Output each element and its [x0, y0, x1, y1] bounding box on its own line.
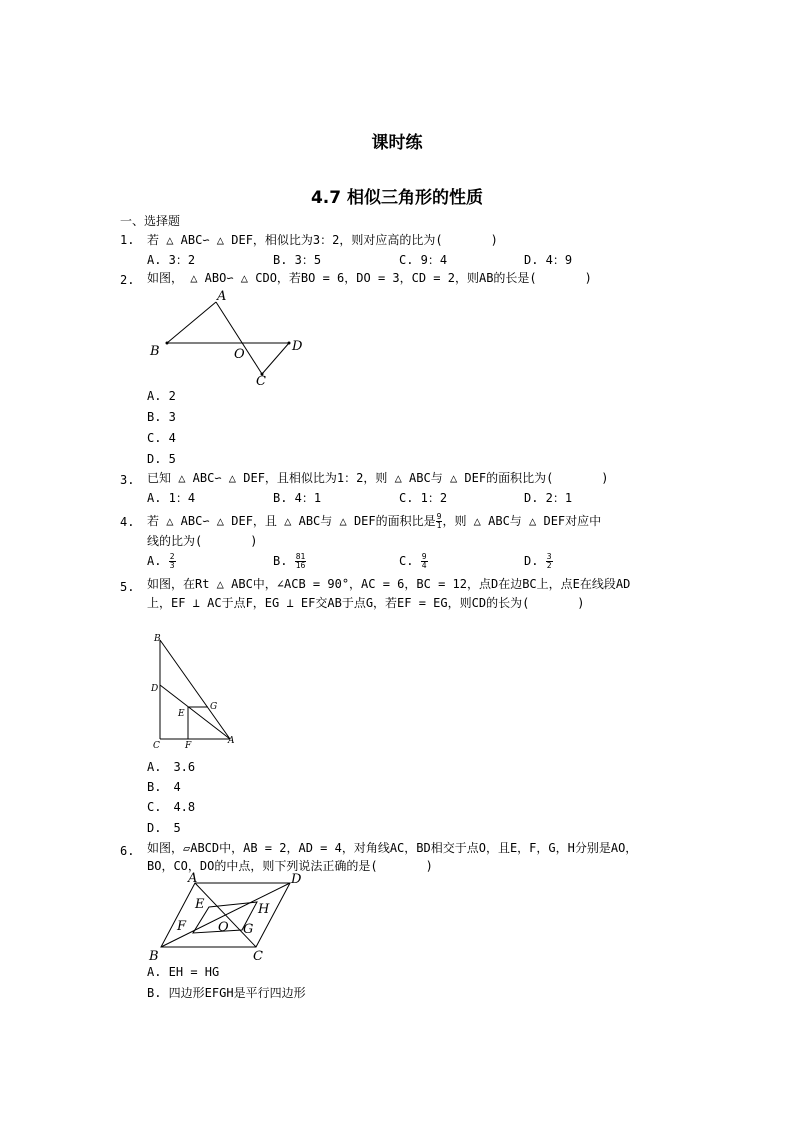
- q1-option-d: D. 4：9: [524, 253, 573, 267]
- q1-option-b: B. 3：5: [273, 253, 322, 267]
- q2-option-a: A. 2: [147, 389, 176, 403]
- q6-number: 6.: [120, 844, 135, 858]
- q3-option-d: D. 2：1: [524, 491, 573, 505]
- q6-label-o: O: [218, 920, 229, 935]
- q3-option-a: A. 1：4: [147, 491, 196, 505]
- q4-option-a-num: 2: [169, 552, 175, 561]
- q2-figure: [145, 285, 315, 385]
- q3-text: 已知 △ ABC∽ △ DEF，且相似比为1：2，则 △ ABC与 △ DEF的面积比为( ): [147, 471, 609, 485]
- q1-text: 若 △ ABC∽ △ DEF，相似比为3：2，则对应高的比为( ): [147, 233, 498, 247]
- q5-label-b: B: [154, 634, 161, 644]
- q4-text-line2: 线的比为( ): [147, 534, 258, 548]
- q2-option-c: C. 4: [147, 431, 176, 445]
- q2-segment-cd: [262, 343, 289, 374]
- q2-text: 如图， △ ABO∽ △ CDO，若BO = 6，DO = 3，CD = 2，则AB的长是( ): [147, 271, 592, 285]
- q4-frac-numerator: 9: [436, 512, 442, 521]
- q5-number: 5.: [120, 580, 135, 594]
- q6-option-b: B. 四边形EFGH是平行四边形: [147, 986, 306, 1000]
- q4-option-a: [147, 553, 176, 570]
- q6-label-f: F: [177, 919, 187, 934]
- q3-option-c: C. 1：2: [399, 491, 448, 505]
- q2-point-d: [288, 342, 291, 345]
- q5-figure: [148, 630, 243, 755]
- q4-option-d: [524, 553, 553, 570]
- q6-label-e: E: [195, 897, 205, 912]
- q5-label-f: F: [185, 741, 192, 751]
- q6-text-line1: 如图，▱ABCD中，AB = 2，AD = 4，对角线AC，BD相交于点O，且E，F，G，H分别是AO，: [147, 841, 638, 855]
- q2-number: 2.: [120, 273, 135, 287]
- q2-option-b: B. 3: [147, 410, 176, 424]
- q4-option-d-frac: [546, 553, 553, 570]
- q6-text-line2: BO，CO，DO的中点，则下列说法正确的是( ): [147, 859, 433, 873]
- q5-option-d: D. 5: [147, 821, 181, 835]
- q5-option-b: B. 4: [147, 780, 181, 794]
- q5-label-d: D: [151, 684, 159, 694]
- q4-number: 4.: [120, 515, 135, 529]
- page-subtitle: 4.7 相似三角形的性质: [310, 188, 484, 208]
- q2-label-b: B: [150, 344, 160, 359]
- q4-option-b-frac: [295, 553, 307, 570]
- q1-number: 1.: [120, 233, 135, 247]
- q4-option-b: [273, 553, 306, 570]
- q2-label-d: D: [292, 339, 303, 354]
- q3-number: 3.: [120, 473, 135, 487]
- q2-segment-ac: [216, 302, 262, 374]
- q2-label-c: C: [256, 374, 266, 385]
- q4-text-line1: [147, 513, 601, 530]
- q4-option-c-letter: C.: [399, 554, 414, 568]
- q4-option-d-den: 2: [546, 561, 552, 570]
- q6-diagonal-bd: [161, 883, 290, 947]
- section-heading: 一、选择题: [120, 214, 181, 228]
- q4-option-a-frac: [169, 553, 176, 570]
- q2-point-b: [166, 342, 169, 345]
- q1-option-a: A. 3：2: [147, 253, 196, 267]
- q2-option-d: D. 5: [147, 452, 176, 466]
- q4-option-c-num: 9: [421, 552, 427, 561]
- q2-label-a: A: [217, 289, 227, 304]
- q5-label-a: A: [228, 736, 235, 746]
- q6-label-c: C: [253, 949, 263, 964]
- q6-label-a: A: [188, 871, 198, 886]
- q6-label-b: B: [149, 949, 159, 964]
- q6-label-g: G: [243, 922, 254, 937]
- q5-option-a: A. 3.6: [147, 760, 196, 774]
- q4-option-b-den: 16: [295, 561, 306, 570]
- q6-label-d: D: [291, 872, 302, 887]
- q1-option-c: C. 9：4: [399, 253, 448, 267]
- q2-segment-ba: [167, 302, 216, 343]
- q6-figure: [145, 868, 320, 965]
- q3-option-b: B. 4：1: [273, 491, 322, 505]
- q4-option-b-letter: B.: [273, 554, 288, 568]
- q4-frac-denominator: 1: [436, 521, 442, 530]
- q4-option-a-den: 3: [169, 561, 175, 570]
- q4-option-d-num: 3: [546, 552, 552, 561]
- page-title: 课时练: [371, 133, 423, 153]
- q4-option-c-frac: [421, 553, 428, 570]
- q4-option-a-letter: A.: [147, 554, 162, 568]
- q6-label-h: H: [258, 902, 270, 917]
- q4-text-b: ，则 △ ABC与 △ DEF对应中: [442, 514, 602, 528]
- q5-label-e: E: [178, 709, 185, 719]
- q4-option-c-den: 4: [421, 561, 427, 570]
- q5-segment-ba: [160, 640, 230, 739]
- q4-option-b-num: 81: [295, 552, 306, 561]
- q5-text-line2: 上，EF ⊥ AC于点F，EG ⊥ EF交AB于点G，若EF = EG，则CD的长为( ): [147, 596, 585, 610]
- q5-text-line1: 如图，在Rt △ ABC中，∠ACB = 90°，AC = 6，BC = 12，点D在边BC上，点E在线段AD: [147, 577, 631, 591]
- q4-option-c: [399, 553, 428, 570]
- q4-text-a: 若 △ ABC∽ △ DEF，且 △ ABC与 △ DEF的面积比是: [147, 514, 436, 528]
- q5-option-c: C. 4.8: [147, 800, 196, 814]
- q2-label-o: O: [234, 347, 245, 362]
- q5-label-c: C: [153, 741, 160, 751]
- q4-option-d-letter: D.: [524, 554, 539, 568]
- q6-option-a: A. EH = HG: [147, 965, 220, 979]
- q5-label-g: G: [210, 702, 218, 712]
- q5-segment-da: [160, 685, 230, 739]
